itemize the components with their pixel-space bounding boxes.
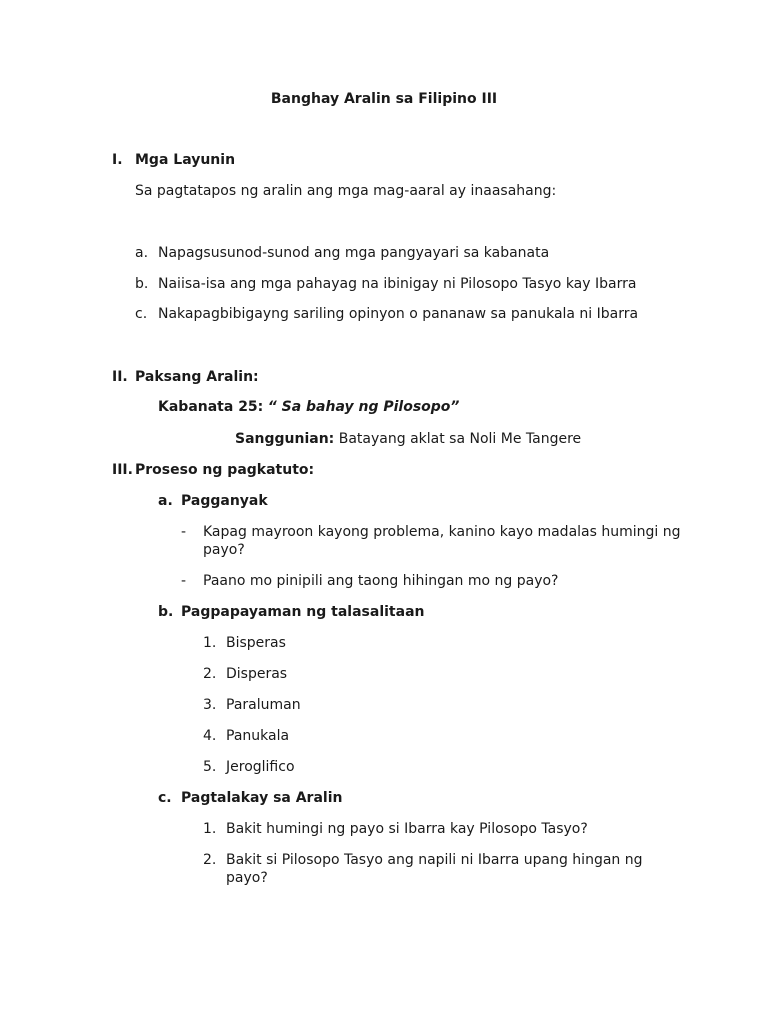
part-a-item-2-line-1: Paano mo pinipili ang taong hihingan mo ng payo?	[203, 573, 559, 589]
reference-line	[235, 430, 581, 448]
objective-text-c: Nakapagbibigayng sariling opinyon o pananaw sa panukala ni Ibarra	[158, 306, 639, 322]
part-b-marker: b.	[158, 604, 174, 620]
vocab-item-5-text: Jeroglifico	[226, 759, 295, 775]
vocab-item-2-marker: 2.	[203, 666, 217, 682]
part-a-item-2-marker: -	[181, 573, 187, 589]
section-3-heading: Proseso ng pagkatuto:	[135, 462, 315, 478]
discussion-item-1-line-1: Bakit humingi ng payo si Ibarra kay Pilosopo Tasyo?	[226, 821, 588, 837]
document-title: Banghay Aralin sa Filipino III	[270, 91, 498, 107]
vocab-item-3-text: Paraluman	[226, 697, 301, 713]
section-2-numeral: II.	[112, 369, 128, 385]
part-b-heading: Pagpapayaman ng talasalitaan	[181, 604, 425, 620]
vocab-item-1-marker: 1.	[203, 635, 217, 651]
discussion-item-2-line-1: Bakit si Pilosopo Tasyo ang napili ni Ibarra upang hingan ng	[226, 852, 643, 868]
discussion-item-1-marker: 1.	[203, 821, 217, 837]
vocab-item-1-text: Bisperas	[226, 635, 286, 651]
objective-marker-b: b.	[135, 276, 149, 292]
chapter-label: Kabanata 25:	[158, 399, 264, 415]
vocab-item-4-text: Panukala	[226, 728, 290, 744]
section-1-heading: Mga Layunin	[135, 152, 236, 168]
objective-text-b: Naiisa-isa ang mga pahayag na ibinigay ni Pilosopo Tasyo kay Ibarra	[158, 276, 637, 292]
part-a-item-1-marker: -	[181, 524, 187, 540]
part-c-heading: Pagtalakay sa Aralin	[181, 790, 343, 806]
discussion-item-2-marker: 2.	[203, 852, 217, 868]
chapter-line	[158, 398, 459, 416]
reference-text: Batayang aklat sa Noli Me Tangere	[338, 431, 582, 447]
part-a-item-1-line-1: Kapag mayroon kayong problema, kanino kayo madalas humingi ng	[203, 524, 681, 540]
objective-text-a: Napagsusunod-sunod ang mga pangyayari sa kabanata	[158, 245, 550, 261]
chapter-title: “ Sa bahay ng Pilosopo”	[267, 399, 460, 415]
part-c-marker: c.	[158, 790, 172, 806]
objective-marker-c: c.	[135, 306, 148, 322]
vocab-item-3-marker: 3.	[203, 697, 217, 713]
discussion-item-2-line-2: payo?	[226, 870, 268, 886]
vocab-item-2-text: Disperas	[226, 666, 288, 682]
vocab-item-4-marker: 4.	[203, 728, 217, 744]
section-1-intro: Sa pagtatapos ng aralin ang mga mag-aaral ay inaasahang:	[135, 183, 557, 199]
section-1-numeral: I.	[112, 152, 123, 168]
section-3-numeral: III.	[112, 462, 133, 478]
part-a-heading: Pagganyak	[181, 493, 268, 509]
objective-marker-a: a.	[135, 245, 149, 261]
reference-label: Sanggunian:	[235, 431, 335, 447]
section-2-heading: Paksang Aralin:	[135, 369, 259, 385]
part-a-marker: a.	[158, 493, 173, 509]
part-a-item-1-line-2: payo?	[203, 542, 245, 558]
vocab-item-5-marker: 5.	[203, 759, 217, 775]
